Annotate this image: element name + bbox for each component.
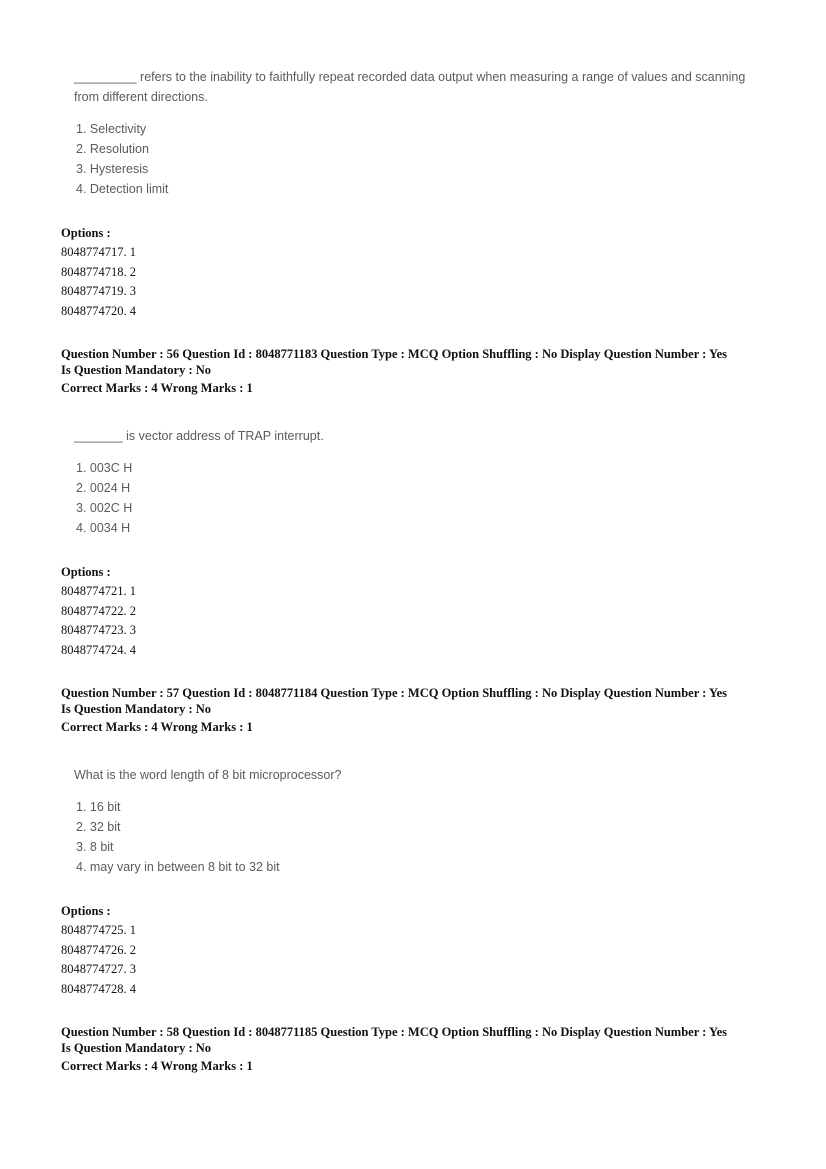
option-id: 8048774726. 2 — [61, 942, 136, 957]
option-id: 8048774723. 3 — [61, 623, 136, 638]
choice-item: 2. 32 bit — [76, 820, 121, 834]
choice-list — [76, 797, 754, 877]
option-id: 8048774725. 1 — [61, 923, 136, 937]
question-meta — [61, 346, 781, 396]
option-id: 8048774724. 4 — [61, 642, 136, 657]
choice-item: 3. Hysteresis — [76, 162, 149, 176]
choice-list — [76, 458, 754, 538]
option-id: 8048774728. 4 — [61, 981, 136, 996]
mandatory-line: Is Question Mandatory : No — [61, 363, 212, 377]
options-block — [61, 224, 136, 321]
mandatory-line: Is Question Mandatory : No — [61, 1041, 212, 1055]
options-label: Options : — [61, 904, 111, 918]
question-meta-line: Question Number : 56 Question Id : 8048771183 Question Type : MCQ Option Shuffling : No Display Question Number : Yes — [61, 347, 728, 361]
choice-item: 2. 0024 H — [76, 481, 131, 495]
question-image — [74, 426, 754, 538]
option-id: 8048774720. 4 — [61, 303, 136, 318]
choice-item: 4. may vary in between 8 bit to 32 bit — [76, 860, 280, 874]
choice-item: 3. 8 bit — [76, 840, 114, 854]
choice-list — [76, 119, 754, 199]
option-id: 8048774718. 2 — [61, 264, 136, 279]
choice-item: 2. Resolution — [76, 142, 149, 156]
question-text: What is the word length of 8 bit microprocessor? — [74, 768, 342, 782]
option-id: 8048774719. 3 — [61, 284, 136, 299]
marks-line: Correct Marks : 4 Wrong Marks : 1 — [61, 1059, 253, 1073]
question-image — [74, 765, 754, 877]
options-label: Options : — [61, 565, 111, 579]
option-id: 8048774721. 1 — [61, 584, 136, 598]
question-meta — [61, 685, 781, 735]
choice-item: 4. 0034 H — [76, 521, 131, 535]
question-text: _______ is vector address of TRAP interrupt. — [74, 429, 324, 443]
mandatory-line: Is Question Mandatory : No — [61, 702, 212, 716]
marks-line: Correct Marks : 4 Wrong Marks : 1 — [61, 381, 253, 395]
options-block — [61, 902, 136, 999]
choice-item: 3. 002C H — [76, 501, 133, 515]
options-block — [61, 563, 136, 660]
choice-item: 4. Detection limit — [76, 182, 169, 196]
question-image — [74, 67, 754, 199]
question-meta-line: Question Number : 57 Question Id : 8048771184 Question Type : MCQ Option Shuffling : No Display Question Number : Yes — [61, 686, 728, 700]
choice-item: 1. 16 bit — [76, 800, 121, 814]
option-id: 8048774722. 2 — [61, 603, 136, 618]
question-meta — [61, 1024, 781, 1074]
marks-line: Correct Marks : 4 Wrong Marks : 1 — [61, 720, 253, 734]
option-id: 8048774717. 1 — [61, 245, 136, 259]
question-meta-line: Question Number : 58 Question Id : 8048771185 Question Type : MCQ Option Shuffling : No Display Question Number : Yes — [61, 1025, 728, 1039]
choice-item: 1. 003C H — [76, 461, 133, 475]
choice-item: 1. Selectivity — [76, 122, 147, 136]
option-id: 8048774727. 3 — [61, 962, 136, 977]
question-text: _________ refers to the inability to faithfully repeat recorded data output when measuring a range of values and scanning from different directions. — [74, 70, 746, 104]
options-label: Options : — [61, 226, 111, 240]
